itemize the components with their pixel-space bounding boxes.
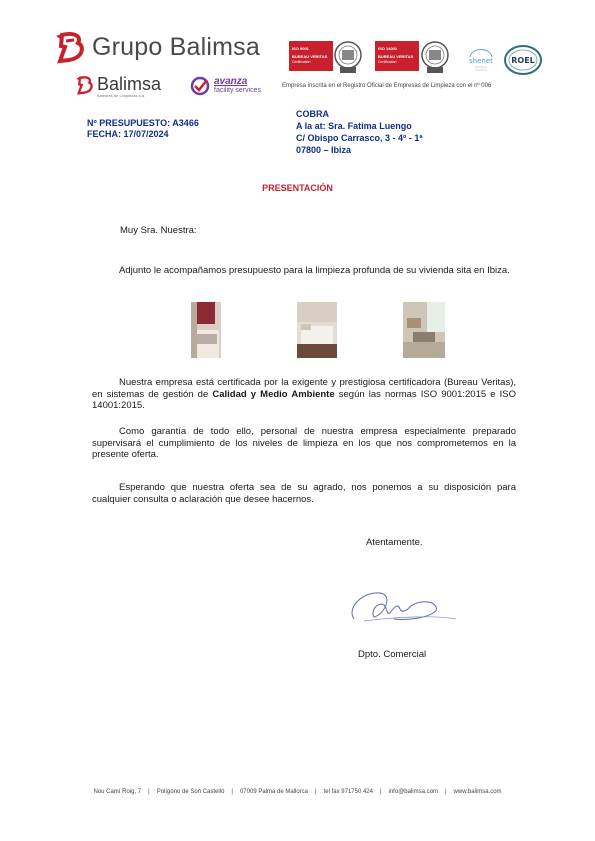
paragraph-closing: Esperando que nuestra oferta sea de su agrado, nos ponemos a su disposición para cualquier consulta o aclaración que desee hacernos. xyxy=(92,482,516,505)
sub-brand-name: Balimsa xyxy=(97,74,162,94)
paragraph-certification: Nuestra empresa está certificada por la exigente y prestigiosa certificadora (Bureau Veritas), en sistemas de gestión de Calidad y Medio Ambiente según las normas ISO 9001:2015 e ISO 14001:2015. xyxy=(92,377,517,411)
recipient-company: COBRA xyxy=(296,109,329,119)
recipient-street: C/ Obispo Carrasco, 3 - 4º - 1ª xyxy=(296,133,423,143)
avanza-tagline: facility services xyxy=(214,87,262,94)
brand-logo-balimsa xyxy=(74,75,161,98)
document-date: FECHA: 17/07/2024 xyxy=(87,129,169,139)
avanza-check-icon xyxy=(190,76,210,96)
footer-city: 07009 Palma de Mallorca xyxy=(239,789,309,795)
photo-bathroom xyxy=(191,302,221,358)
bureau-veritas-seal-icon xyxy=(420,40,450,76)
quality-environment-highlight: Calidad y Medio Ambiente xyxy=(212,388,335,400)
paragraph-guarantee: Como garantía de todo ello, personal de nuestra empresa especialmente preparado supervisará el cumplimiento de los niveles de limpieza en los que nos comprometemos en la presente oferta. xyxy=(92,426,516,460)
balimsa-b-mark-icon xyxy=(52,30,86,64)
footer-address: Nou Camí Roig, 7 xyxy=(93,789,142,795)
reference-block xyxy=(87,118,199,140)
footer-website[interactable]: www.balimsa.com xyxy=(453,789,502,795)
closing-salutation: Atentamente. xyxy=(366,537,423,548)
svg-text:ROEL: ROEL xyxy=(511,56,535,65)
recipient-city: 07800 – Ibiza xyxy=(296,145,352,155)
shenet-logo-icon xyxy=(466,43,496,77)
avanza-name: avanza xyxy=(214,76,248,87)
roel-logo-icon xyxy=(503,44,543,76)
budget-number: Nº PRESUPUESTO: A3466 xyxy=(87,118,199,128)
svg-text:shenet: shenet xyxy=(469,57,493,65)
recipient-address xyxy=(296,108,423,156)
brand-name: Grupo Balimsa xyxy=(92,32,260,61)
department-signature: Dpto. Comercial xyxy=(358,649,427,660)
bureau-veritas-seal-icon xyxy=(333,40,363,76)
sub-brand-tagline: Baleares de Limpiezas s.a. xyxy=(97,93,146,98)
footer-email[interactable]: info@balimsa.com xyxy=(388,789,438,795)
letter-title: PRESENTACIÓN xyxy=(262,183,333,193)
bureau-veritas-iso14001-badge: ISO 14001 BUREAU VERITAS Certification xyxy=(375,41,419,71)
balimsa-small-b-mark-icon xyxy=(74,75,94,95)
handwritten-signature xyxy=(344,585,459,627)
page-footer: Nou Camí Roig, 7 | Polígono de Son Castelló | 07009 Palma de Mallorca | tel fax 971750 424 | info@balimsa.com | www.balimsa.com xyxy=(93,789,502,795)
letter-greeting: Muy Sra. Nuestra: xyxy=(120,225,197,236)
footer-phone: tel fax 971750 424 xyxy=(323,789,373,795)
recipient-attention: A la at: Sra. Fatima Luengo xyxy=(296,121,412,131)
footer-area: Polígono de Son Castelló xyxy=(156,789,225,795)
bureau-veritas-iso9001-badge: ISO 9001 BUREAU VERITAS Certification xyxy=(289,41,333,71)
brand-logo-grupo-balimsa xyxy=(52,30,260,64)
avanza-logo xyxy=(190,76,261,96)
registry-note: Empresa inscrita en el Registro Oficial de Empresas de Limpieza con el nº 006 xyxy=(282,83,492,89)
photo-bedroom xyxy=(297,302,337,358)
photo-living-room xyxy=(403,302,445,358)
paragraph-intro: Adjunto le acompañamos presupuesto para la limpieza profunda de su vivienda sita en Ibiza. xyxy=(119,265,510,276)
